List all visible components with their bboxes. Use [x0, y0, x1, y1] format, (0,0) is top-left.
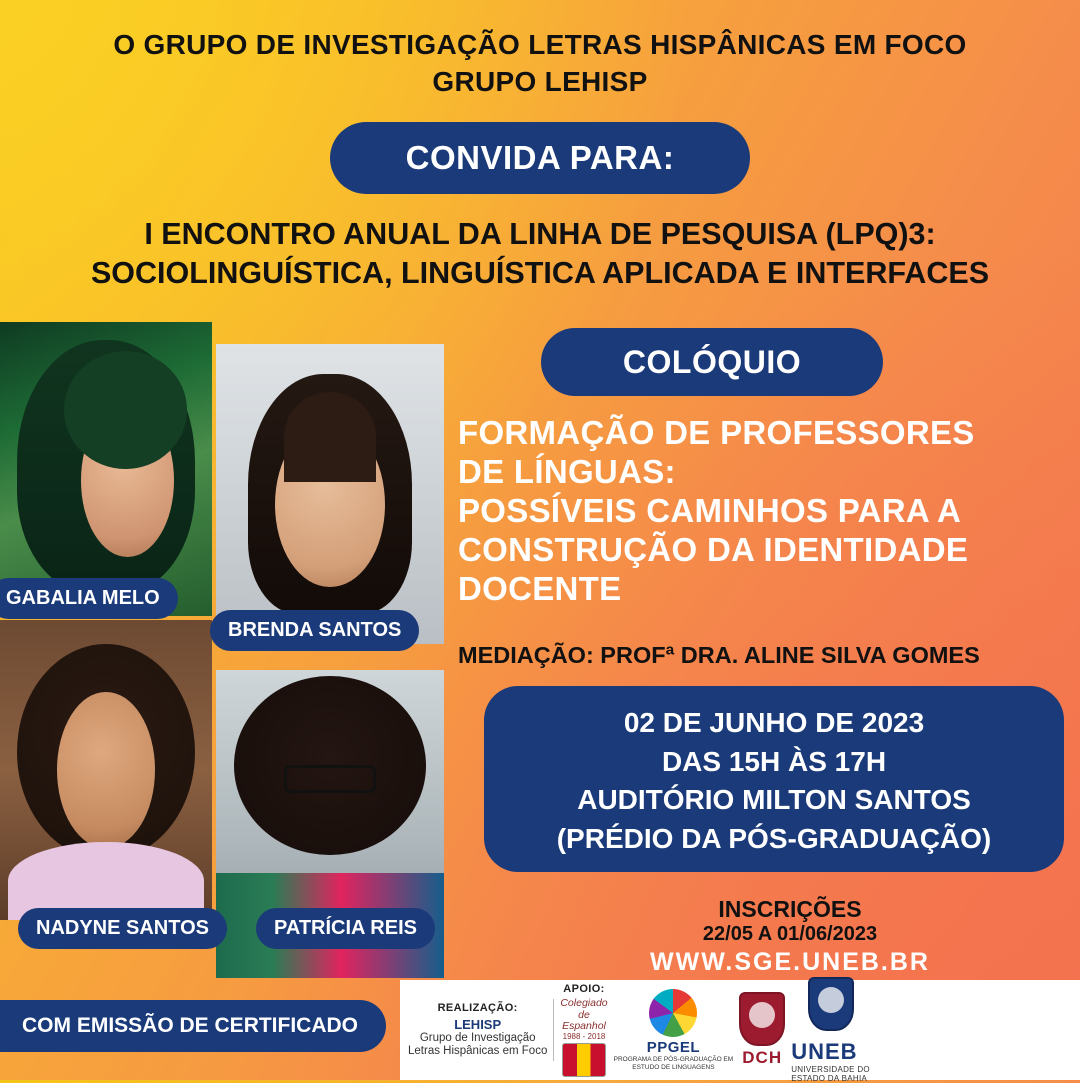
speaker-photo-gabalia-melo: [0, 322, 212, 616]
apoio-label: APOIO:: [563, 983, 605, 996]
talk-title-line-5: DOCENTE: [458, 569, 622, 607]
lehisp-name: LEHISP: [454, 1016, 502, 1032]
lehisp-logo: [408, 1018, 547, 1058]
dch-label: DCH: [742, 1048, 783, 1067]
event-date: 02 DE JUNHO DE 2023: [623, 707, 925, 738]
colloquium-pill: COLÓQUIO: [541, 328, 883, 396]
dch-logo: [739, 992, 785, 1068]
event-title-line-2: SOCIOLINGUÍSTICA, LINGUÍSTICA APLICADA E INTERFACES: [90, 256, 990, 291]
uneb-line-2: ESTADO DA BAHIA: [791, 1074, 868, 1083]
realizacao-label: REALIZAÇÃO:: [437, 1001, 518, 1014]
ppgel-color-wheel-icon: [649, 989, 697, 1037]
uneb-logo: [791, 977, 870, 1083]
poster-header: [0, 26, 1080, 100]
espanhol-line-2: de: [578, 1008, 590, 1021]
ppgel-logo: [614, 989, 734, 1071]
speaker-name-tag: PATRÍCIA REIS: [256, 908, 435, 949]
espanhol-years: 1988 - 2018: [562, 1031, 606, 1041]
certificate-badge: COM EMISSÃO DE CERTIFICADO: [0, 1000, 386, 1052]
colegiado-espanhol-logo: [560, 998, 607, 1076]
lehisp-line-1: Grupo de Investigação: [419, 1032, 536, 1045]
event-building: (PRÉDIO DA PÓS-GRADUAÇÃO): [556, 822, 992, 854]
dch-shield-icon: [739, 992, 785, 1046]
event-venue: AUDITÓRIO MILTON SANTOS: [577, 784, 971, 816]
mediation-text: MEDIAÇÃO: PROFª DRA. ALINE SILVA GOMES: [458, 642, 980, 668]
speaker-photo-brenda-santos: [216, 344, 444, 644]
uneb-line-1: UNIVERSIDADE DO: [791, 1065, 870, 1074]
uneb-shield-icon: [808, 977, 854, 1031]
espanhol-crest-icon: [562, 1043, 606, 1077]
event-title-line-1: I ENCONTRO ANUAL DA LINHA DE PESQUISA (LPQ)3:: [144, 217, 936, 251]
talk-title-line-2: DE LÍNGUAS:: [458, 452, 676, 490]
event-details-box: [484, 686, 1064, 872]
talk-title-line-4: CONSTRUÇÃO DA IDENTIDADE: [458, 530, 969, 568]
speaker-name-tag: GABALIA MELO: [0, 578, 178, 619]
uneb-acronym: UNEB: [791, 1039, 858, 1064]
talk-title-line-3: POSSÍVEIS CAMINHOS PARA A: [458, 491, 962, 529]
realizacao-group: [408, 1002, 547, 1058]
espanhol-line-3: Espanhol: [562, 1019, 606, 1032]
registration-period: 22/05 A 01/06/2023: [702, 923, 878, 945]
talk-title: [458, 414, 1058, 609]
ppgel-acronym: PPGEL: [646, 1039, 701, 1057]
header-line-1: O GRUPO DE INVESTIGAÇÃO LETRAS HISPÂNICAS EM FOCO: [113, 29, 967, 60]
footer-divider: [553, 999, 554, 1061]
invite-pill: CONVIDA PARA:: [330, 122, 750, 194]
registration-website[interactable]: WWW.SGE.UNEB.BR: [650, 948, 930, 976]
espanhol-line-1: Colegiado: [560, 997, 608, 1010]
ppgel-line-1: PROGRAMA DE PÓS-GRADUAÇÃO EM: [613, 1056, 734, 1064]
footer-logo-bar: [400, 980, 1080, 1083]
talk-title-line-1: FORMAÇÃO DE PROFESSORES: [458, 414, 975, 451]
event-title: [0, 215, 1080, 293]
registration-block: [560, 896, 1020, 977]
speaker-name-tag: BRENDA SANTOS: [210, 610, 419, 651]
apoio-group: [560, 983, 607, 1076]
header-line-2: GRUPO LEHISP: [432, 66, 648, 98]
uneb-text: [791, 1039, 870, 1083]
lehisp-line-2: Letras Hispânicas em Foco: [408, 1045, 548, 1058]
ppgel-line-2: ESTUDO DE LINGUAGENS: [632, 1063, 715, 1071]
speaker-photo-nadyne-santos: [0, 620, 212, 920]
event-time: DAS 15H ÀS 17H: [661, 745, 887, 777]
registration-title: INSCRIÇÕES: [718, 896, 862, 922]
speaker-name-tag: NADYNE SANTOS: [18, 908, 227, 949]
